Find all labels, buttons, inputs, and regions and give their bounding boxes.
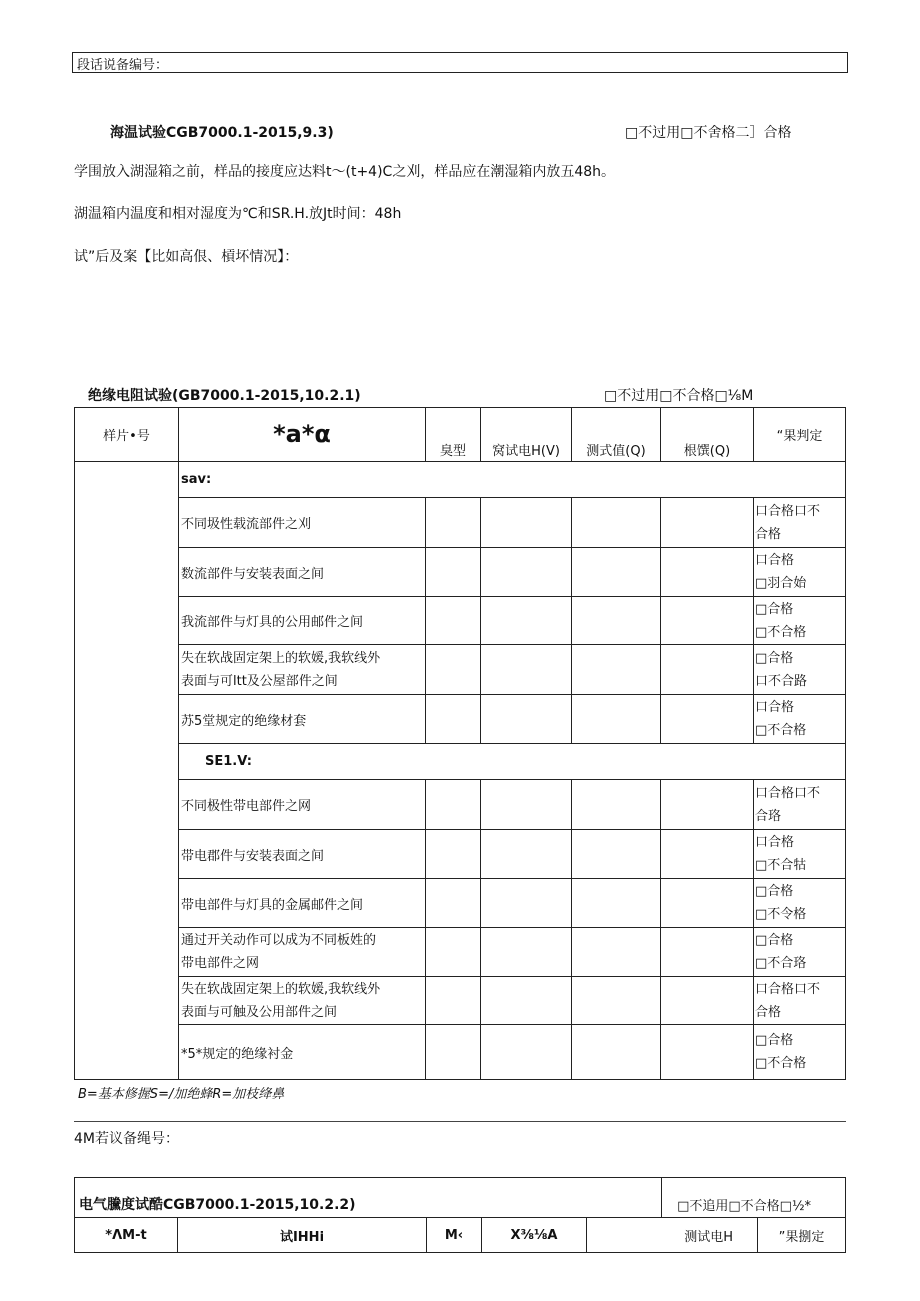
col-test-voltage: 窝试电H(V) bbox=[481, 408, 572, 462]
strength-table bbox=[74, 1177, 846, 1253]
device-number-label-2: 4M若议备绳号： bbox=[74, 1131, 179, 1147]
table-row: 失在软战固定架上的软媛,我软线外 表面与可ltt及公屋部件之间 □合格 口不合路 bbox=[75, 645, 846, 695]
table-row: *5*规定的绝缘衬金 □合格 □不合格 bbox=[75, 1025, 846, 1080]
strength-col-3: M‹ bbox=[427, 1218, 482, 1253]
col-sample-no: 样片•号 bbox=[75, 408, 179, 462]
strength-col-5: 测试电H bbox=[587, 1218, 758, 1253]
table-row: 苏5堂规定的绝缘材套 口合格 □不合格 bbox=[75, 695, 846, 744]
sample-no-cell bbox=[75, 462, 179, 1080]
strength-col-2: 试IHHi bbox=[178, 1218, 427, 1253]
table-row: 通过开关动作可以成为不同板姓的 带电部件之网 □合格 □不合珞 bbox=[75, 928, 846, 977]
strength-options: □不追用□不合格□½* bbox=[662, 1178, 846, 1218]
table-row: 我流部件与灯具的公用邮件之间 □合格 □不合格 bbox=[75, 597, 846, 645]
table-row: 带电郡件与安装表面之间 口合格 □不合牯 bbox=[75, 830, 846, 879]
strength-title: 电气黱度试酷CGB7000.1-2015,10.2.2) bbox=[75, 1178, 662, 1218]
col-limit: 根馔(Q) bbox=[661, 408, 754, 462]
insulation-test-title: 绝缘电阻试验(GB7000.1-2015,10.2.1) bbox=[88, 388, 361, 404]
section-a-label: sav: bbox=[179, 462, 846, 498]
humidity-line-2: 湖温箱内温度和相对湿度为℃和SR.H.放Jt时间：48h bbox=[74, 206, 402, 222]
humidity-line-3: 试”后及案【比如高佷、槓坏情况】： bbox=[74, 249, 299, 265]
insulation-table bbox=[74, 407, 846, 1080]
divider bbox=[74, 1121, 846, 1122]
col-result: “果判定 bbox=[754, 408, 846, 462]
table-row: 不同极性带电部件之网 口合格口不 合珞 bbox=[75, 780, 846, 830]
device-number-box bbox=[72, 52, 848, 73]
strength-col-1: *ΛM-t bbox=[75, 1218, 178, 1253]
device-number-label: 段话说备编号： bbox=[77, 58, 169, 73]
col-measured: 测式值(Q) bbox=[572, 408, 661, 462]
section-b-label: SE1.V: bbox=[179, 744, 846, 780]
humidity-line-1: 学围放入湖湿箱之前，样品的接度应达料t～(t+4)C之刈，样品应在潮湿箱内放五48h。 bbox=[74, 164, 616, 180]
col-type: 臭型 bbox=[426, 408, 481, 462]
insulation-legend: B=基本修握S=/加绝蜂R=加枝绛鼻 bbox=[78, 1087, 285, 1102]
strength-col-6: ”果捌定 bbox=[758, 1218, 846, 1253]
strength-col-4: X⅜⅛A bbox=[482, 1218, 587, 1253]
humidity-test-options: □不过用□不舍格二］合格 bbox=[625, 125, 792, 141]
insulation-test-options: □不过用□不合格□⅛M bbox=[604, 388, 754, 404]
table-row: 失在软战固定架上的软媛,我软线外 表面与可触及公用部件之间 口合格口不 合格 bbox=[75, 977, 846, 1025]
col-test-item: *a*α bbox=[179, 408, 426, 462]
humidity-test-title: 海温试验CGB7000.1-2015,9.3) bbox=[110, 125, 334, 141]
table-row: 带电部件与灯具的金属邮件之间 □合格 □不令格 bbox=[75, 879, 846, 928]
table-row: 不同圾性载流部件之刈 口合格口不 合格 bbox=[75, 498, 846, 548]
table-row: 数流部件与安装表面之间 口合格 □羽合始 bbox=[75, 548, 846, 597]
